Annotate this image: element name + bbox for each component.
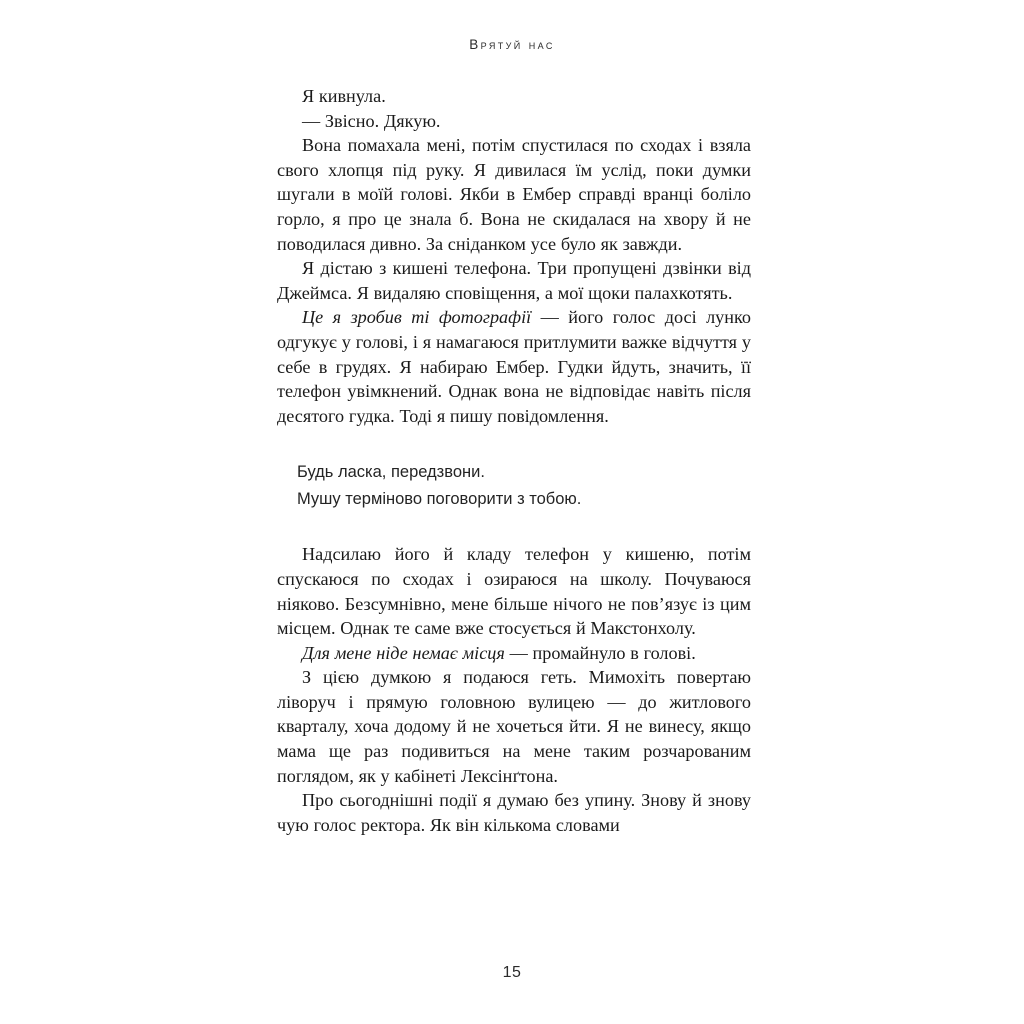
paragraph: Вона помахала мені, потім спустилася по сходах і взяла свого хлопця під руку. Я дивилася їм услід, поки думки шугали в моїй голові. Якби в Ембер справді вранці боліло горло, я про це знала б. Вона не скидалася на хвору й не поводилася дивно. За сніданком усе було як завжди. <box>277 135 751 254</box>
paragraph-text: — промайнуло в голові. <box>504 642 696 663</box>
sms-message-line: Мушу терміново поговорити з тобою. <box>297 489 582 508</box>
paragraph: — Звісно. Дякую. <box>302 110 441 131</box>
paragraph-italic-lead: Це я зробив ті фотографії <box>302 307 532 328</box>
paragraph: З цією думкою я подаюся геть. Мимохіть повертаю ліворуч і прямую головною вулицею — до житлового кварталу, хоча додому й не хочеться йти. Я не винесу, якщо мама ще раз подивиться на мене таким розчарованим поглядом, як у кабінеті Лексінґтона. <box>277 667 751 786</box>
paragraph: Я дістаю з кишені телефона. Три пропущені дзвінки від Джеймса. Я видаляю сповіщення, а мої щоки палахкотять. <box>277 258 751 303</box>
page-number: 15 <box>502 964 522 981</box>
text-column <box>277 84 751 837</box>
running-head: Врятуй нас <box>469 37 555 52</box>
paragraph <box>277 641 751 666</box>
paragraph: Надсилаю його й кладу телефон у кишеню, потім спускаюся по сходах і озираюся на школу. Почуваюся ніяково. Безсумнівно, мене більше нічого не пов’язує із цим місцем. Однак те саме вже стосується й Макстонхолу. <box>277 544 751 639</box>
sms-message-block <box>277 459 751 512</box>
paragraph <box>277 305 751 428</box>
paragraph: Я кивнула. <box>302 86 386 106</box>
paragraph-text: — його голос досі лунко одгукує у голові, і я намагаюся притлумити важке відчуття у себе в грудях. Я набираю Ембер. Гудки йдуть, значить, її телефон увімкнений. Однак вона не відповідає навіть після десятого гудка. Тоді я пишу повідомлення. <box>277 307 752 426</box>
paragraph: Про сьогоднішні події я думаю без упину. Знову й знову чую голос ректора. Як він кількома словами <box>277 790 751 835</box>
sms-message-line: Будь ласка, передзвони. <box>297 463 485 482</box>
paragraph-italic-lead: Для мене ніде немає місця <box>302 642 505 663</box>
